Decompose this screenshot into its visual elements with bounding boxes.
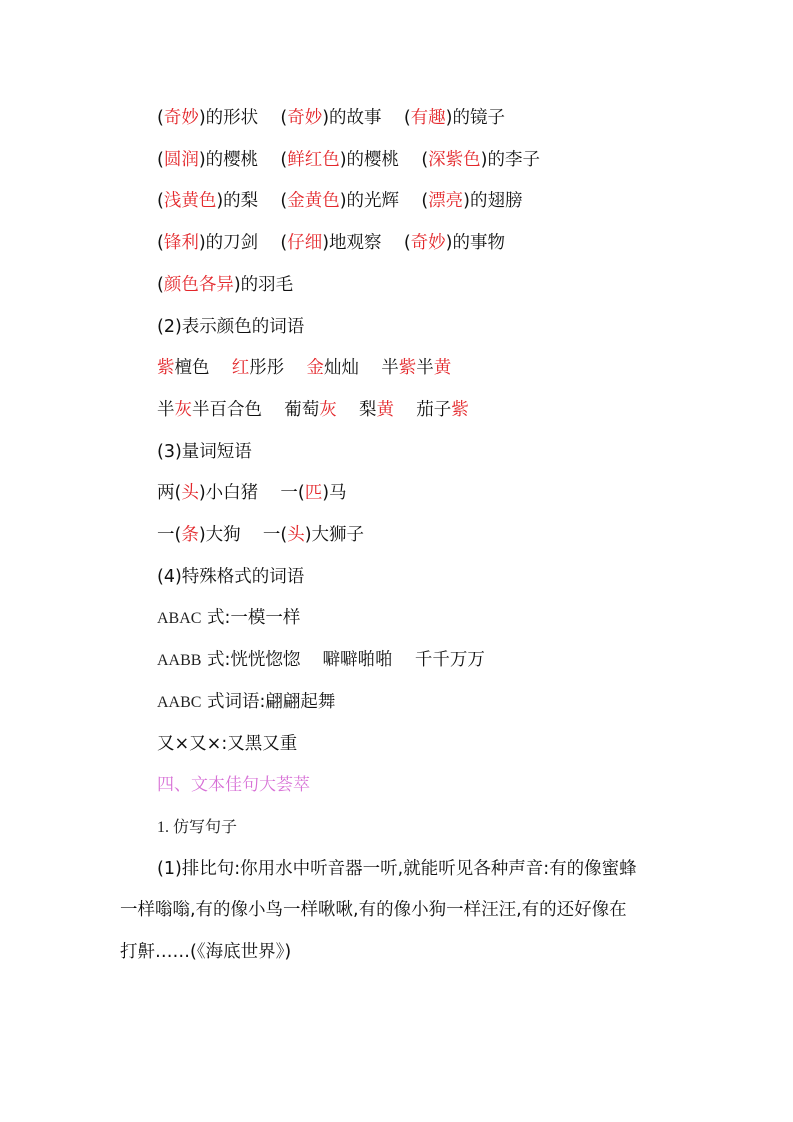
text-line xyxy=(157,773,310,797)
answer-text: 锋利 xyxy=(163,233,199,254)
text-segment: )的梨 ( xyxy=(216,191,288,212)
text-segment: )的羽毛 xyxy=(233,274,294,295)
answer-text: 头 xyxy=(181,483,199,504)
text-segment: )小白猪 一( xyxy=(198,483,305,504)
text-line xyxy=(157,565,304,589)
text-line xyxy=(157,231,505,255)
text-segment: ABAC xyxy=(157,610,202,628)
text-line xyxy=(157,732,297,756)
text-segment: )的镜子 xyxy=(445,108,505,128)
text-line xyxy=(157,690,335,715)
answer-text: 浅黄色 xyxy=(163,191,217,212)
text-segment: 1. 仿写句子 xyxy=(157,818,238,836)
answer-text: 仔细 xyxy=(287,233,323,254)
text-line xyxy=(157,606,300,631)
text-line xyxy=(157,273,293,297)
text-segment: 两( xyxy=(157,483,182,504)
text-line xyxy=(120,898,627,922)
text-segment: 一( xyxy=(157,525,182,545)
text-segment: 彤彤 xyxy=(249,358,307,379)
text-segment: 式:恍恍惚惚 噼噼啪啪 千千万万 xyxy=(201,650,485,671)
answer-text: 颜色各异 xyxy=(163,274,234,295)
answer-text: 有趣 xyxy=(410,108,446,128)
answer-text: 条 xyxy=(181,525,199,545)
text-segment: 檀色 xyxy=(174,358,232,379)
text-segment: 灿灿 半 xyxy=(324,358,399,379)
text-segment: )大狮子 xyxy=(304,525,365,545)
text-segment: (4)特殊格式的词语 xyxy=(157,566,305,587)
text-line xyxy=(157,398,469,422)
text-segment: )的形状 ( xyxy=(198,108,288,128)
answer-text: 灰 xyxy=(174,399,192,420)
answer-text: 灰 xyxy=(319,399,337,420)
text-segment: AABB xyxy=(157,652,202,670)
text-segment: )的翅膀 xyxy=(463,191,523,212)
text-segment: 半百合色 葡萄 xyxy=(192,399,320,420)
answer-text: 红 xyxy=(231,358,250,379)
answer-text: 匹 xyxy=(304,483,323,504)
text-line xyxy=(157,106,505,130)
text-segment: (2)表示颜色的词语 xyxy=(157,316,305,337)
answer-text: 圆润 xyxy=(163,149,199,170)
answer-text: 奇妙 xyxy=(163,108,199,128)
answer-text: 金黄色 xyxy=(287,191,340,212)
text-line xyxy=(157,815,237,840)
text-segment: 打鼾……(《海底世界》) xyxy=(120,942,292,962)
section-heading: 四、文本佳句大荟萃 xyxy=(157,775,310,796)
answer-text: 紫 xyxy=(451,399,469,420)
answer-text: 鲜红色 xyxy=(287,149,340,170)
text-segment: 半 xyxy=(416,358,434,379)
text-segment: )的李子 xyxy=(480,149,540,170)
text-segment: 茄子 xyxy=(394,399,452,420)
text-segment: )的樱桃 ( xyxy=(339,149,429,170)
text-line xyxy=(157,356,451,380)
text-segment: (1)排比句:你用水中听音器一听,就能听见各种声音:有的像蜜蜂 xyxy=(157,858,637,879)
text-line xyxy=(157,857,637,881)
text-segment: ( xyxy=(157,108,164,128)
text-segment: )的故事 ( xyxy=(322,108,411,128)
text-segment: 半 xyxy=(157,399,175,420)
answer-text: 漂亮 xyxy=(428,191,464,212)
text-segment: )的事物 xyxy=(445,233,505,254)
text-segment: 式:一模一样 xyxy=(201,608,301,629)
text-line xyxy=(157,315,304,339)
text-segment: )马 xyxy=(322,483,347,504)
text-segment: 又×又×:又黑又重 xyxy=(157,733,298,754)
text-segment: AABC xyxy=(157,693,202,711)
text-segment: 一样嗡嗡,有的像小鸟一样啾啾,有的像小狗一样汪汪,有的还好像在 xyxy=(120,900,627,921)
text-segment: ( xyxy=(157,191,164,212)
answer-text: 紫 xyxy=(157,358,175,379)
text-line xyxy=(157,481,347,505)
text-segment: )的光辉 ( xyxy=(339,191,429,212)
answer-text: 紫 xyxy=(398,358,417,379)
answer-text: 金 xyxy=(306,358,325,379)
text-line xyxy=(157,189,522,213)
answer-text: 奇妙 xyxy=(410,233,446,254)
text-segment: )地观察 ( xyxy=(322,233,411,254)
text-line xyxy=(157,148,540,172)
text-line xyxy=(157,648,485,673)
text-line xyxy=(157,523,364,547)
text-segment: )大狗 一( xyxy=(198,525,288,545)
text-segment: ( xyxy=(157,233,164,254)
text-segment: ( xyxy=(157,274,164,295)
text-segment: )的刀剑 ( xyxy=(198,233,288,254)
text-segment: (3)量词短语 xyxy=(157,441,252,462)
answer-text: 黄 xyxy=(376,399,395,420)
answer-text: 深紫色 xyxy=(428,149,481,170)
text-segment: 梨 xyxy=(336,399,377,420)
text-line xyxy=(157,440,252,464)
answer-text: 奇妙 xyxy=(287,108,323,128)
text-segment: )的樱桃 ( xyxy=(198,149,288,170)
text-segment: ( xyxy=(157,149,164,170)
answer-text: 头 xyxy=(287,525,305,545)
text-segment: 式词语:翩翩起舞 xyxy=(201,691,336,712)
text-line xyxy=(120,940,291,964)
answer-text: 黄 xyxy=(433,358,452,379)
